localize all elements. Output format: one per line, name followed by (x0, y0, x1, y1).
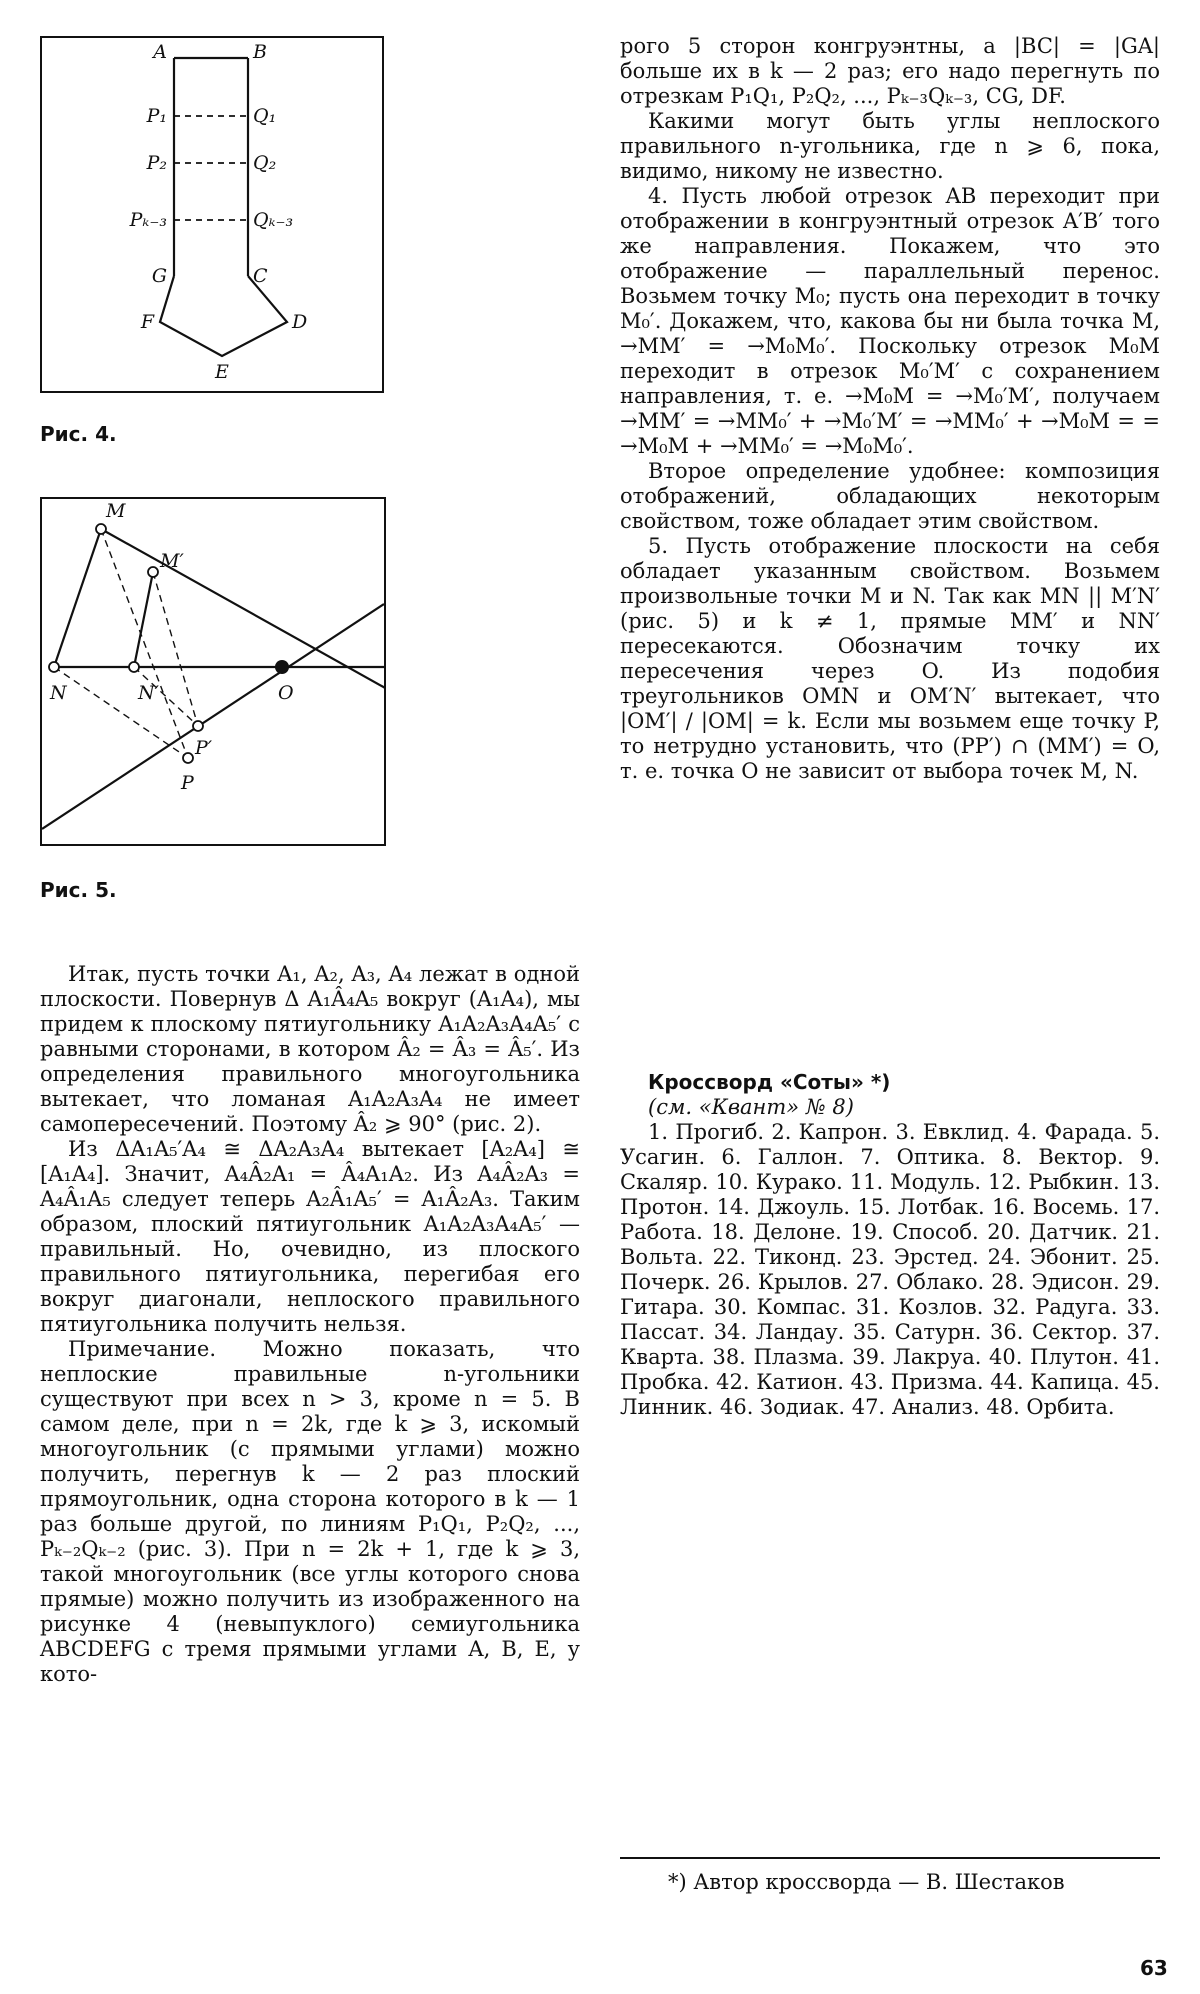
paragraph-item-4: 4. Пусть любой отрезок AB переходит при отображении в конгруэнтный отрезок A′B′ того же направления. Покажем, что это отображение — параллельный перенос. Возьмем точку M₀; пусть она переходит в точку M₀′. Докажем, что, какова бы ни была точка M, →MM′ = →M₀M₀′. Поскольку отрезок M₀M переходит в отрезок M₀′M′ с сохранением направления, т. е. →M₀M = →M₀′M′, получаем →MM′ = →MM₀′ + →M₀′M′ = →MM₀′ + →M₀M = = →M₀M + →MM₀′ = →M₀M₀′. (620, 184, 1160, 458)
label-Q1: Q₁ (253, 105, 277, 127)
crossword-section (620, 1070, 1160, 1420)
page-number: 63 (1140, 1956, 1168, 1980)
left-text-column (40, 962, 580, 1687)
figure-5 (40, 497, 386, 846)
footnote-rule (620, 1857, 1160, 1859)
figure-4 (40, 36, 384, 393)
paragraph-continuation: рого 5 сторон конгруэнтны, а |BC| = |GA| больше их в k — 2 раз; его надо перегнуть по отрезкам P₁Q₁, P₂Q₂, ..., Pₖ₋₃Qₖ₋₃, CG, DF. (620, 34, 1160, 108)
label-F: F (140, 311, 154, 333)
footnote: *) Автор кроссворда — В. Шестаков (668, 1870, 1065, 1894)
paragraph-congruence: Из ΔA₁A₅′A₄ ≅ ΔA₂A₃A₄ вытекает [A₂A₄] ≅ [A₁A₄]. Значит, A₄Â₂A₁ = Â₄A₁A₂. Из A₄Â₂A₃ = A₄Â₁A₅ следует теперь A₂Â₁A₅′ = A₁Â₂A₃. Таким образом, плоский пятиугольник A₁A₂A₃A₄A₅′ — правильный. Но, очевидно, из плоского правильного пятиугольника, перегибая его вокруг диагонали, неплоского правильного пятиугольника получить нельзя. (40, 1137, 580, 1336)
label-N-prime: N′ (138, 682, 159, 704)
label-Pk3: Pₖ₋₃ (129, 209, 167, 231)
label-E: E (215, 361, 229, 383)
label-P1: P₁ (146, 105, 167, 127)
label-D: D (292, 311, 308, 333)
label-Qk3: Qₖ₋₃ (253, 209, 294, 231)
paragraph-angles-unknown: Какими могут быть углы неплоского правильного n-угольника, где n ⩾ 6, пока, видимо, никому не известно. (620, 109, 1160, 183)
label-A: A (153, 41, 167, 63)
figure-5-drawing (42, 499, 384, 844)
figure-4-drawing (42, 38, 382, 391)
label-C: C (253, 265, 268, 287)
label-G: G (151, 265, 167, 287)
paragraph-note: Примечание. Можно показать, что неплоские правильные n-угольники существуют при всех n > 3, кроме n = 5. В самом деле, при n = 2k, где k ⩾ 3, искомый многоугольник (с прямыми углами) можно получить, перегнув k — 2 раз плоский прямоугольник, одна сторона которого в k — 1 раз больше другой, по линиям P₁Q₁, P₂Q₂, ..., Pₖ₋₂Qₖ₋₂ (рис. 3). При n = 2k + 1, где k ⩾ 3, такой многоугольник (все углы которого снова прямые) можно получить из изображенного на рисунке 4 (невыпуклого) семиугольника ABCDEFG с тремя прямыми углами A, B, E, у кото- (40, 1337, 580, 1686)
crossword-title: Кроссворд «Соты» *) (648, 1070, 891, 1094)
label-Q2: Q₂ (253, 152, 277, 174)
label-B: B (253, 41, 267, 63)
label-N: N (50, 682, 67, 704)
figure-5-caption: Рис. 5. (40, 878, 117, 902)
label-P2: P₂ (146, 152, 167, 174)
crossword-subtitle: (см. «Квант» № 8) (648, 1095, 854, 1119)
label-M: M (106, 500, 126, 522)
label-O: O (278, 682, 294, 704)
paragraph-second-definition: Второе определение удобнее: композиция отображений, обладающих некоторым свойством, тоже обладает этим свойством. (620, 459, 1160, 533)
label-P: P (181, 772, 194, 794)
figure-4-caption: Рис. 4. (40, 422, 117, 446)
right-text-column (620, 34, 1160, 784)
label-M-prime: M′ (160, 550, 184, 572)
paragraph-item-5: 5. Пусть отображение плоскости на себя обладает указанным свойством. Возьмем произвольные точки M и N. Так как MN || M′N′ (рис. 5) и k ≠ 1, прямые MM′ и NN′ пересекаются. Обозначим точку их пересечения через O. Из подобия треугольников OMN и OM′N′ вытекает, что |OM′| / |OM| = k. Если мы возьмем еще точку P, то нетрудно установить, что (PP′) ∩ (MM′) = O, т. е. точка O не зависит от выбора точек M, N. (620, 534, 1160, 783)
label-P-prime: P′ (195, 737, 213, 759)
paragraph-pentagon-proof: Итак, пусть точки A₁, A₂, A₃, A₄ лежат в одной плоскости. Повернув Δ A₁Â₄A₅ вокруг (A₁A₄), мы придем к плоскому пятиугольнику A₁A₂A₃A₄A₅′ с равными сторонами, в котором Â₂ = Â₃ = Â₅′. Из определения правильного многоугольника вытекает, что ломаная A₁A₂A₃A₄ не имеет самопересечений. Поэтому Â₂ ⩾ 90° (рис. 2). (40, 962, 580, 1136)
crossword-answers: 1. Прогиб. 2. Капрон. 3. Евклид. 4. Фарада. 5. Усагин. 6. Галлон. 7. Оптика. 8. Вектор. 9. Скаляр. 10. Курако. 11. Модуль. 12. Рыбкин. 13. Протон. 14. Джоуль. 15. Лотбак. 16. Восемь. 17. Работа. 18. Делоне. 19. Способ. 20. Датчик. 21. Вольта. 22. Тиконд. 23. Эрстед. 24. Эбонит. 25. Почерк. 26. Крылов. 27. Облако. 28. Эдисон. 29. Гитара. 30. Компас. 31. Козлов. 32. Радуга. 33. Пассат. 34. Ландау. 35. Сатурн. 36. Сектор. 37. Кварта. 38. Плазма. 39. Лакруа. 40. Плутон. 41. Пробка. 42. Катион. 43. Призма. 44. Капица. 45. Линник. 46. Зодиак. 47. Анализ. 48. Орбита. (620, 1120, 1160, 1419)
